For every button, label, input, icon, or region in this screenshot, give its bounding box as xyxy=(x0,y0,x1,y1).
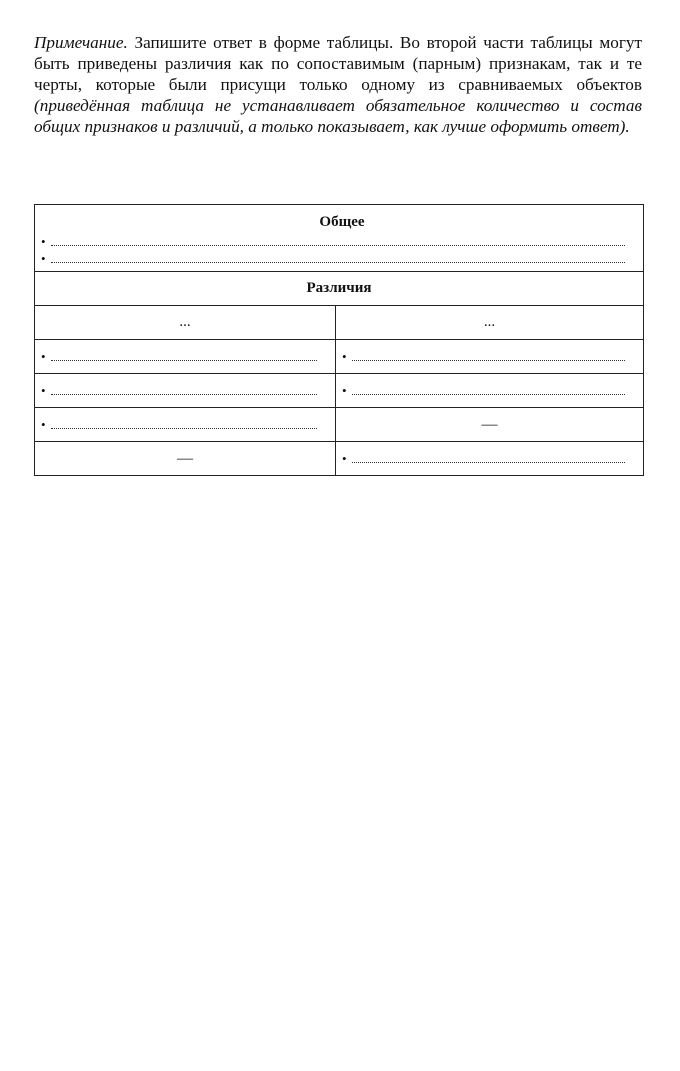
differences-header: Различия xyxy=(35,272,644,306)
right-answer-line-2[interactable] xyxy=(336,374,644,408)
dotted-line xyxy=(51,234,625,246)
difference-row-3 xyxy=(35,408,644,442)
right-answer-line-4[interactable] xyxy=(336,442,644,476)
right-answer-line-1[interactable] xyxy=(336,340,644,374)
note-italic-text: (приведённая таблица не устанавливает обязательное количество и состав общих признаков и различий, а только показывает, как лучше оформить ответ). xyxy=(34,96,642,136)
dash-mark: — xyxy=(177,449,193,467)
bullet-icon: • xyxy=(41,233,46,249)
common-header: Общее xyxy=(319,213,365,230)
bullet-icon: • xyxy=(41,383,46,398)
right-dash-cell xyxy=(336,408,644,442)
difference-row-4 xyxy=(35,442,644,476)
bullet-icon: • xyxy=(41,417,46,432)
dotted-line xyxy=(51,417,317,429)
bullet-icon: • xyxy=(342,349,347,364)
note-text: Запишите ответ в форме таблицы. Во второй части таблицы могут быть приведены различия как по сопоставимым (парным) признакам, так и те черты, которые были присущи только одному из сравниваемых объектов xyxy=(34,33,642,94)
differences-header-row xyxy=(35,272,644,306)
dotted-line xyxy=(352,349,625,361)
dotted-line xyxy=(51,383,317,395)
dotted-line xyxy=(352,451,625,463)
common-answer-line-2[interactable] xyxy=(41,250,643,267)
bullet-icon: • xyxy=(342,451,347,466)
instruction-note xyxy=(34,32,642,137)
comparison-table xyxy=(34,204,644,476)
difference-row-1 xyxy=(35,340,644,374)
common-section xyxy=(35,205,644,272)
note-label: Примечание. xyxy=(34,33,128,52)
bullet-icon: • xyxy=(41,250,46,266)
dotted-line xyxy=(51,349,317,361)
right-subheader: ... xyxy=(336,306,644,340)
dotted-line xyxy=(51,251,625,263)
left-answer-line-3[interactable] xyxy=(35,408,336,442)
difference-row-2 xyxy=(35,374,644,408)
left-subheader: ... xyxy=(35,306,336,340)
left-answer-line-2[interactable] xyxy=(35,374,336,408)
dotted-line xyxy=(352,383,625,395)
left-dash-cell xyxy=(35,442,336,476)
subheader-row xyxy=(35,306,644,340)
common-answer-line-1[interactable] xyxy=(41,233,643,250)
bullet-icon: • xyxy=(41,349,46,364)
bullet-icon: • xyxy=(342,383,347,398)
left-answer-line-1[interactable] xyxy=(35,340,336,374)
common-cell xyxy=(35,205,644,272)
dash-mark: — xyxy=(481,415,498,433)
